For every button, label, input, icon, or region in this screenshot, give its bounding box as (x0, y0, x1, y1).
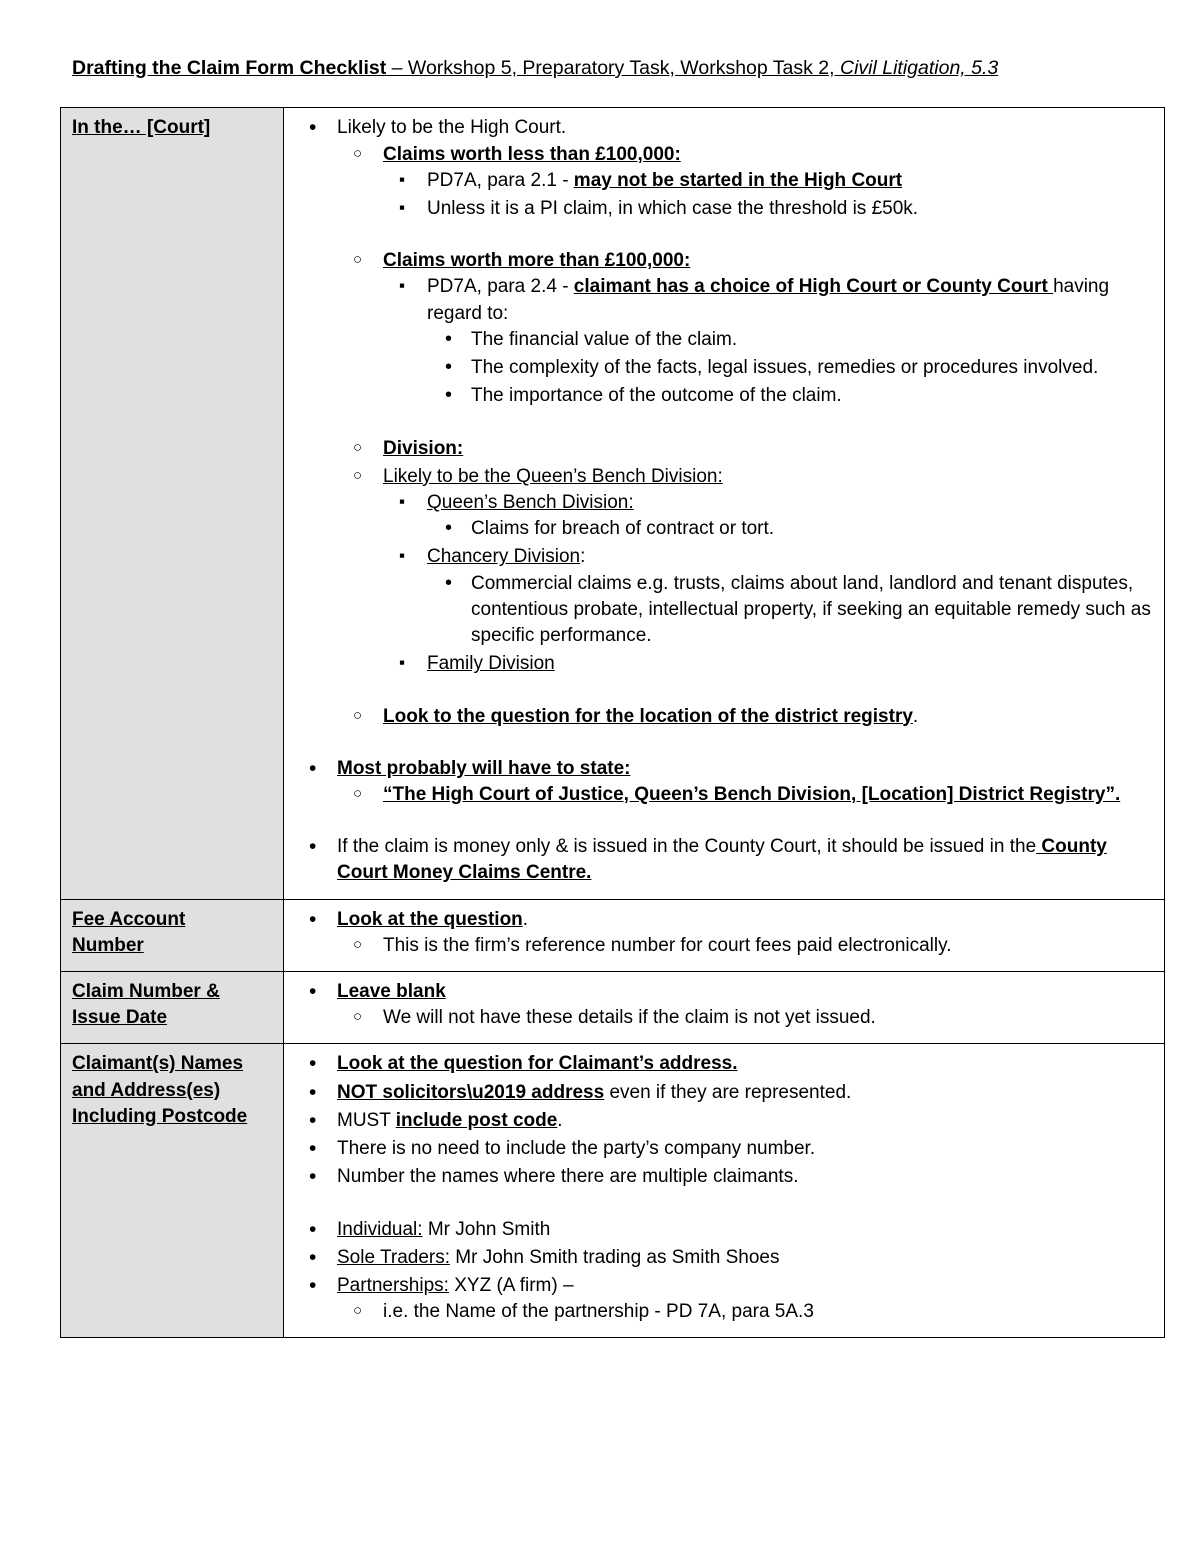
list-item (427, 516, 1155, 542)
row-content-court (284, 108, 1165, 899)
row-label-line: and Address(es) (72, 1079, 221, 1101)
bullet-list-level1 (295, 1217, 1155, 1326)
row-content-claim-number-issue-date (284, 972, 1165, 1044)
list-item-emphasis: may not be started in the High Court (573, 169, 903, 191)
claim-form-checklist-table (60, 107, 1165, 1338)
list-item (295, 1164, 1155, 1190)
list-item (337, 1299, 1155, 1325)
list-item (337, 782, 1155, 808)
list-item-emphasis: Individual: (337, 1218, 423, 1240)
list-item-text: Leave blank (337, 981, 446, 1003)
list-item-text: This is the firm’s reference number for court fees paid electronically. (383, 934, 952, 956)
list-item-emphasis: NOT solicitors\u2019 address (337, 1081, 605, 1103)
bullet-list-level1 (295, 115, 1155, 729)
bullet-list-level3 (383, 490, 1155, 678)
row-label-line: In the… [Court] (72, 117, 211, 139)
bullet-list-level3 (383, 274, 1155, 409)
list-item: ▪ Chancery Division: • Commercial claims e.g. trusts, claims about land, landlord and tenant disputes, contentious probate, intellectual property, if seeking an equitable remedy such as specific performance. (383, 544, 1155, 649)
spacer (337, 224, 1155, 248)
list-item-text: Unless it is a PI claim, in which case the threshold is £50k. (427, 198, 919, 219)
list-item-emphasis: Look at the question (337, 908, 523, 930)
bullet-list-level4 (427, 327, 1155, 410)
list-item: ▪ PD7A, para 2.4 - claimant has a choice of High Court or County Court having regard to: • The financial value of the claim. • The complexity of the facts, legal issues, remedies or procedures involved. • The importance of the outcome of the claim. (383, 274, 1155, 409)
spacer (337, 412, 1155, 436)
list-item (337, 436, 1155, 462)
table-row (61, 1044, 1165, 1338)
list-item (427, 327, 1155, 353)
row-label-claimant-names-addresses (61, 1044, 284, 1338)
list-item-text: The financial value of the claim. (471, 328, 738, 350)
list-item-text: Likely to be the Queen’s Bench Division: (383, 465, 723, 487)
list-item: ○ Look to the question for the location of the district registry. (337, 704, 1155, 730)
bullet-list-level4 (427, 571, 1155, 650)
list-item-text: Likely to be the High Court. (337, 117, 567, 139)
list-item-emphasis: include post code (395, 1109, 558, 1131)
list-item (295, 979, 1155, 1031)
list-item (383, 490, 1155, 542)
list-item (295, 1080, 1155, 1106)
bullet-list-level1 (295, 756, 1155, 808)
page-title-reference: Civil Litigation, 5.3 (839, 57, 999, 79)
list-item-text: Claims for breach of contract or tort. (471, 518, 775, 540)
list-item-text: The importance of the outcome of the claim. (471, 385, 842, 407)
list-item: • Sole Traders: Mr John Smith trading as Smith Shoes (295, 1245, 1155, 1271)
row-content-claimant-names-addresses (284, 1044, 1165, 1338)
list-item (295, 115, 1155, 729)
row-label-line: Issue Date (72, 1007, 168, 1029)
row-label-fee-account-number (61, 899, 284, 971)
list-item (337, 142, 1155, 223)
row-label-line: Claimant(s) Names (72, 1053, 244, 1075)
page-title-main: Drafting the Claim Form Checklist (72, 57, 387, 79)
list-item-text: Claims worth more than £100,000: (383, 250, 691, 272)
table-row (61, 108, 1165, 899)
checklist-body (61, 108, 1165, 1338)
list-item-emphasis: Look to the question for the location of the district registry (383, 705, 913, 727)
bullet-list-level2 (337, 1299, 1155, 1325)
list-item-text: Family Division (427, 653, 555, 675)
list-item-text: Number the names where there are multiple claimants. (337, 1166, 799, 1188)
list-item (337, 1005, 1155, 1031)
list-item (337, 933, 1155, 959)
bullet-list-level2 (337, 933, 1155, 959)
list-item-emphasis: Chancery Division (427, 546, 581, 568)
list-item (295, 1051, 1155, 1077)
list-item-text: i.e. the Name of the partnership - PD 7A, para 5A.3 (383, 1301, 814, 1323)
list-item: • If the claim is money only & is issued in the County Court, it should be issued in the County Court Money Claims Centre. (295, 834, 1155, 886)
bullet-list-level1 (295, 834, 1155, 886)
spacer (295, 1193, 1155, 1217)
list-item-text: “The High Court of Justice, Queen’s Bench Division, [Location] District Registry”. (383, 783, 1121, 805)
list-item (427, 383, 1155, 409)
bullet-list-level2 (337, 436, 1155, 678)
row-label-line: Number (72, 934, 144, 956)
row-label-line: Fee Account (72, 908, 186, 930)
list-item (295, 756, 1155, 808)
bullet-list-level2 (337, 248, 1155, 409)
row-content-fee-account-number (284, 899, 1165, 971)
list-item-text: even if they are represented. (604, 1081, 852, 1103)
bullet-list-level1 (295, 1051, 1155, 1190)
row-label-line: Including Postcode (72, 1105, 248, 1127)
list-item (383, 196, 1155, 222)
bullet-list-level2 (337, 142, 1155, 223)
list-item-text: Division: (383, 437, 464, 459)
bullet-list-level4 (427, 516, 1155, 542)
bullet-list-level2 (337, 704, 1155, 730)
list-item-text: Queen’s Bench Division: (427, 491, 634, 513)
list-item-emphasis: Sole Traders: (337, 1246, 450, 1268)
list-item-text: There is no need to include the party’s company number. (337, 1138, 816, 1160)
spacer (295, 810, 1155, 834)
bullet-list-level3 (383, 168, 1155, 222)
row-label-claim-number-issue-date (61, 972, 284, 1044)
bullet-list-level1 (295, 979, 1155, 1031)
bullet-list-level2 (337, 1005, 1155, 1031)
table-row (61, 899, 1165, 971)
list-item-text: The complexity of the facts, legal issues, remedies or procedures involved. (471, 357, 1099, 379)
page-title-sub: – Workshop 5, Preparatory Task, Workshop Task 2, (386, 57, 840, 79)
row-label-line: Claim Number & (72, 981, 220, 1003)
bullet-list-level2 (337, 782, 1155, 808)
row-label-court (61, 108, 284, 899)
list-item (427, 355, 1155, 381)
list-item: • Individual: Mr John Smith (295, 1217, 1155, 1243)
bullet-list-level1 (295, 907, 1155, 959)
list-item: • Look at the question. ○ This is the firm’s reference number for court fees paid electronically. (295, 907, 1155, 959)
list-item-emphasis: Partnerships: (337, 1275, 449, 1296)
list-item (383, 651, 1155, 677)
list-item (337, 464, 1155, 678)
spacer (337, 680, 1155, 704)
list-item (295, 1136, 1155, 1162)
list-item: • Partnerships: XYZ (A firm) – ○ i.e. the Name of the partnership - PD 7A, para 5A.3 (295, 1273, 1155, 1325)
list-item-text: Look at the question for Claimant’s address. (337, 1053, 738, 1075)
table-row (61, 972, 1165, 1044)
list-item-emphasis: County Court Money Claims Centre. (337, 836, 1107, 884)
page-title (72, 56, 1140, 81)
list-item-emphasis: claimant has a choice of High Court or County Court (573, 276, 1054, 298)
list-item-text: Claims worth less than £100,000: (383, 143, 681, 165)
list-item-text: Most probably will have to state: (337, 757, 631, 779)
list-item (427, 571, 1155, 650)
list-item (337, 248, 1155, 409)
list-item: ▪ PD7A, para 2.1 - may not be started in the High Court (383, 168, 1155, 194)
list-item: • MUST include post code. (295, 1108, 1155, 1134)
spacer (295, 732, 1155, 756)
list-item-text: We will not have these details if the claim is not yet issued. (383, 1007, 876, 1029)
list-item-text: Commercial claims e.g. trusts, claims about land, landlord and tenant disputes, contentious probate, intellectual property, if seeking an equitable remedy such as specific performance. (471, 572, 1151, 647)
